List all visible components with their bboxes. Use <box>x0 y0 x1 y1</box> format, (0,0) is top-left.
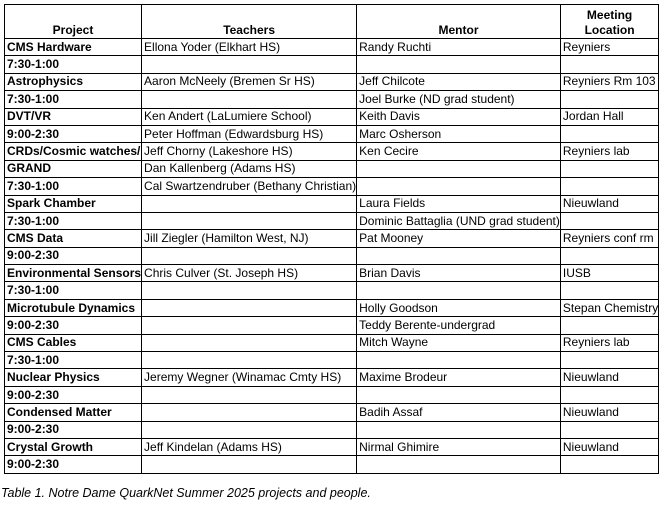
cell-teachers <box>142 247 357 264</box>
table-body <box>5 39 659 474</box>
cell-project: Microtubule Dynamics <box>5 299 142 316</box>
cell-project: 9:00-2:30 <box>5 386 142 403</box>
projects-table <box>4 4 659 474</box>
cell-project: 9:00-2:30 <box>5 125 142 142</box>
header-row <box>5 5 659 39</box>
cell-project: Condensed Matter <box>5 404 142 421</box>
table-row <box>5 334 659 351</box>
table-row <box>5 195 659 212</box>
cell-mentor <box>357 56 561 73</box>
cell-mentor: Holly Goodson <box>357 299 561 316</box>
cell-teachers: Peter Hoffman (Edwardsburg HS) <box>142 125 357 142</box>
table-row <box>5 39 659 56</box>
cell-teachers: Ken Andert (LaLumiere School) <box>142 108 357 125</box>
header-meeting-location <box>560 5 658 39</box>
table-row <box>5 247 659 264</box>
cell-project: 7:30-1:00 <box>5 56 142 73</box>
cell-project: CMS Cables <box>5 334 142 351</box>
cell-project: GRAND <box>5 160 142 177</box>
cell-mentor: Randy Ruchti <box>357 39 561 56</box>
cell-location: Reyniers conf rm <box>560 230 658 247</box>
cell-teachers: Aaron McNeely (Bremen Sr HS) <box>142 73 357 90</box>
cell-location: Reyniers Rm 103 <box>560 73 658 90</box>
table-row <box>5 91 659 108</box>
cell-mentor: Dominic Battaglia (UND grad student) <box>357 212 561 229</box>
cell-mentor: Ken Cecire <box>357 143 561 160</box>
cell-mentor <box>357 178 561 195</box>
cell-teachers <box>142 91 357 108</box>
cell-location: Reyniers lab <box>560 334 658 351</box>
cell-teachers <box>142 456 357 473</box>
cell-teachers <box>142 404 357 421</box>
cell-location <box>560 386 658 403</box>
cell-teachers: Dan Kallenberg (Adams HS) <box>142 160 357 177</box>
header-mentor: Mentor <box>357 5 561 39</box>
cell-mentor <box>357 352 561 369</box>
cell-project: CMS Data <box>5 230 142 247</box>
cell-location <box>560 160 658 177</box>
cell-teachers <box>142 56 357 73</box>
cell-mentor <box>357 421 561 438</box>
cell-mentor: Keith Davis <box>357 108 561 125</box>
cell-project: Spark Chamber <box>5 195 142 212</box>
cell-location <box>560 456 658 473</box>
table-row <box>5 178 659 195</box>
cell-project: Environmental Sensors <box>5 265 142 282</box>
cell-location: Stepan Chemistry <box>560 299 658 316</box>
cell-project: 9:00-2:30 <box>5 456 142 473</box>
table-row <box>5 369 659 386</box>
cell-location <box>560 178 658 195</box>
table-row <box>5 143 659 160</box>
cell-project: 9:00-2:30 <box>5 247 142 264</box>
table-row <box>5 421 659 438</box>
cell-mentor <box>357 456 561 473</box>
cell-project: Crystal Growth <box>5 438 142 455</box>
cell-mentor: Laura Fields <box>357 195 561 212</box>
cell-teachers: Jeff Chorny (Lakeshore HS) <box>142 143 357 160</box>
cell-mentor <box>357 247 561 264</box>
cell-teachers <box>142 282 357 299</box>
cell-teachers <box>142 334 357 351</box>
cell-project: 9:00-2:30 <box>5 421 142 438</box>
table-row <box>5 386 659 403</box>
cell-project: 7:30-1:00 <box>5 212 142 229</box>
cell-location: Nieuwland <box>560 438 658 455</box>
cell-teachers: Cal Swartzendruber (Bethany Christian) <box>142 178 357 195</box>
cell-project: 7:30-1:00 <box>5 91 142 108</box>
cell-mentor: Joel Burke (ND grad student) <box>357 91 561 108</box>
cell-teachers <box>142 195 357 212</box>
cell-teachers <box>142 421 357 438</box>
cell-teachers: Jeff Kindelan (Adams HS) <box>142 438 357 455</box>
table-row <box>5 299 659 316</box>
cell-location <box>560 421 658 438</box>
cell-location: Jordan Hall <box>560 108 658 125</box>
table-row <box>5 73 659 90</box>
cell-location <box>560 212 658 229</box>
cell-teachers <box>142 352 357 369</box>
table-row <box>5 160 659 177</box>
cell-location <box>560 317 658 334</box>
cell-location: Nieuwland <box>560 195 658 212</box>
header-teachers: Teachers <box>142 5 357 39</box>
cell-project: CRDs/Cosmic watches/ <box>5 143 142 160</box>
table-row <box>5 108 659 125</box>
table-row <box>5 56 659 73</box>
cell-project: 7:30-1:00 <box>5 178 142 195</box>
table-row <box>5 456 659 473</box>
cell-location: Nieuwland <box>560 369 658 386</box>
cell-location <box>560 247 658 264</box>
cell-teachers: Jill Ziegler (Hamilton West, NJ) <box>142 230 357 247</box>
header-location-line2: Location <box>584 23 635 37</box>
cell-project: DVT/VR <box>5 108 142 125</box>
cell-project: Astrophysics <box>5 73 142 90</box>
cell-mentor: Brian Davis <box>357 265 561 282</box>
cell-teachers <box>142 299 357 316</box>
table-row <box>5 438 659 455</box>
cell-mentor <box>357 282 561 299</box>
cell-mentor: Marc Osherson <box>357 125 561 142</box>
cell-mentor: Teddy Berente-undergrad <box>357 317 561 334</box>
cell-location: Reyniers <box>560 39 658 56</box>
cell-location <box>560 352 658 369</box>
cell-mentor: Mitch Wayne <box>357 334 561 351</box>
cell-teachers: Ellona Yoder (Elkhart HS) <box>142 39 357 56</box>
table-row <box>5 317 659 334</box>
cell-mentor <box>357 160 561 177</box>
table-row <box>5 230 659 247</box>
cell-location <box>560 56 658 73</box>
cell-project: 7:30-1:00 <box>5 352 142 369</box>
table-row <box>5 212 659 229</box>
table-row <box>5 125 659 142</box>
cell-mentor: Nirmal Ghimire <box>357 438 561 455</box>
cell-location: IUSB <box>560 265 658 282</box>
header-project: Project <box>5 5 142 39</box>
cell-teachers: Jeremy Wegner (Winamac Cmty HS) <box>142 369 357 386</box>
cell-location <box>560 91 658 108</box>
cell-mentor: Maxime Brodeur <box>357 369 561 386</box>
cell-project: Nuclear Physics <box>5 369 142 386</box>
cell-location: Nieuwland <box>560 404 658 421</box>
cell-teachers: Chris Culver (St. Joseph HS) <box>142 265 357 282</box>
cell-mentor: Pat Mooney <box>357 230 561 247</box>
cell-teachers <box>142 317 357 334</box>
cell-mentor <box>357 386 561 403</box>
table-row <box>5 352 659 369</box>
table-row <box>5 265 659 282</box>
table-row <box>5 404 659 421</box>
table-row <box>5 282 659 299</box>
cell-project: 7:30-1:00 <box>5 282 142 299</box>
cell-project: 9:00-2:30 <box>5 317 142 334</box>
cell-project: CMS Hardware <box>5 39 142 56</box>
cell-mentor: Badih Assaf <box>357 404 561 421</box>
cell-mentor: Jeff Chilcote <box>357 73 561 90</box>
cell-teachers <box>142 386 357 403</box>
cell-location <box>560 125 658 142</box>
cell-location <box>560 282 658 299</box>
table-caption: Table 1. Notre Dame QuarkNet Summer 2025 projects and people. <box>1 486 371 500</box>
cell-location: Reyniers lab <box>560 143 658 160</box>
header-location-line1: Meeting <box>586 8 633 22</box>
cell-teachers <box>142 212 357 229</box>
